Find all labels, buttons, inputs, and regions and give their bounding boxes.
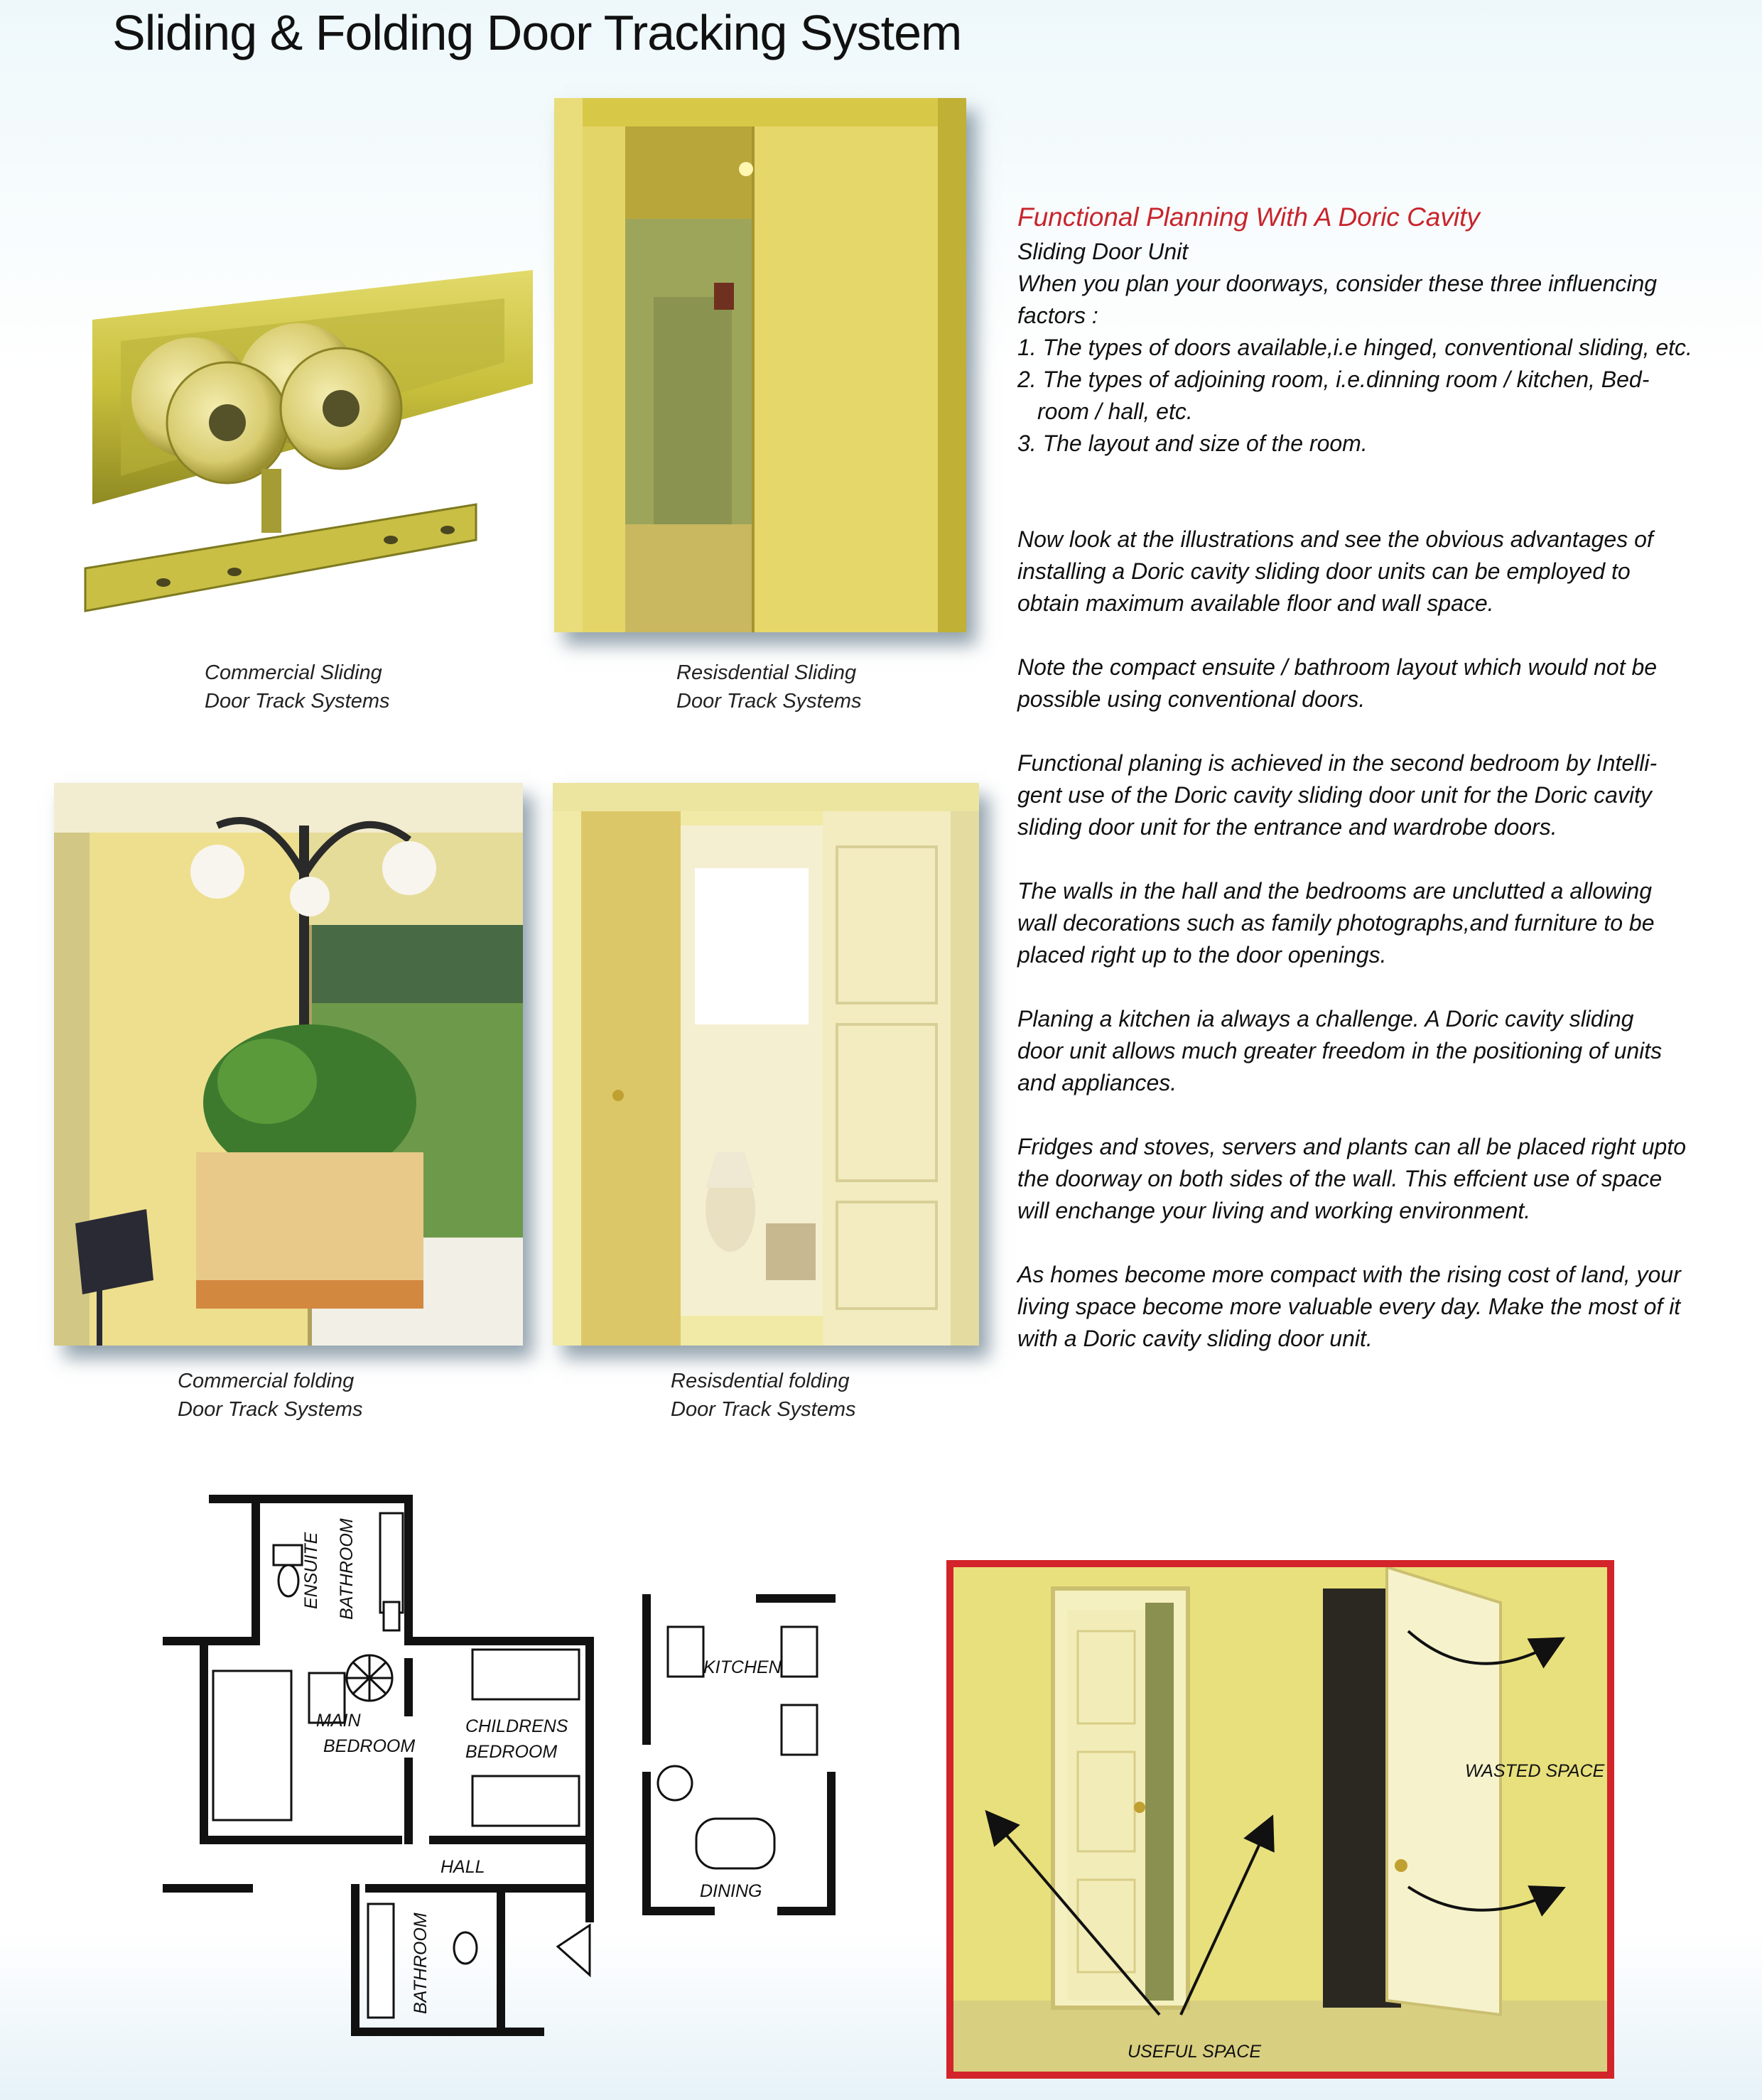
door-comparison-photo [946, 1560, 1614, 2079]
description-text [1017, 199, 1728, 1355]
intro-line: When you plan your doorways, consider these three influencing [1017, 271, 1658, 296]
commercial-folding-door-photo [54, 783, 523, 1346]
section-heading: Functional Planning With A Doric Cavity [1017, 202, 1480, 232]
label-main-bedroom-1: MAIN [316, 1711, 361, 1731]
page-title: Sliding & Folding Door Tracking System [112, 5, 962, 60]
caption-commercial-folding: Commercial folding Door Track Systems [178, 1370, 363, 1421]
residential-sliding-door-photo [554, 98, 966, 632]
paragraph-line: Now look at the illustrations and see the obvious advantages of [1017, 526, 1653, 552]
label-childrens-bedroom-2: BEDROOM [465, 1742, 558, 1762]
factor-item: 2. The types of adjoining room, i.e.dinning room / kitchen, Bed- [1017, 367, 1650, 392]
paragraph-line: living space become more valuable every day. Make the most of it [1017, 1294, 1681, 1319]
label-hall: HALL [440, 1857, 485, 1877]
paragraph-line: wall decorations such as family photographs,and furniture to be [1017, 910, 1655, 936]
factor-item: 3. The layout and size of the room. [1017, 431, 1368, 456]
caption-residential-folding: Resisdential folding Door Track Systems [671, 1370, 856, 1421]
paragraph-line: The walls in the hall and the bedrooms are unclutted a allowing [1017, 878, 1652, 904]
label-bathroom-bottom: BATHROOM [411, 1912, 431, 2014]
factor-item: 1. The types of doors available,i.e hinged, conventional sliding, etc. [1017, 335, 1692, 360]
paragraph-line: installing a Doric cavity sliding door units can be employed to [1017, 558, 1631, 584]
paragraph-line: possible using conventional doors. [1017, 686, 1366, 712]
section-subheading: Sliding Door Unit [1017, 239, 1189, 264]
paragraph-line: Note the compact ensuite / bathroom layout which would not be [1017, 654, 1658, 680]
useful-space-label: USEFUL SPACE [1128, 2042, 1262, 2062]
commercial-sliding-track-photo [78, 270, 533, 639]
label-kitchen: KITCHEN [703, 1657, 782, 1677]
paragraph-line: Functional planing is achieved in the second bedroom by Intelli- [1017, 750, 1658, 776]
paragraph-line: with a Doric cavity sliding door unit. [1017, 1326, 1373, 1351]
paragraph-line: and appliances. [1017, 1070, 1177, 1095]
intro-line: factors : [1017, 303, 1098, 328]
label-ensuite: ENSUITE [301, 1532, 321, 1609]
residential-folding-door-photo [553, 783, 979, 1346]
label-childrens-bedroom-1: CHILDRENS [465, 1716, 568, 1736]
paragraph-line: sliding door unit for the entrance and wardrobe doors. [1017, 814, 1557, 840]
paragraph-line: will enchange your living and working environment. [1017, 1198, 1531, 1223]
paragraph-line: Fridges and stoves, servers and plants can all be placed right upto [1017, 1134, 1686, 1159]
label-main-bedroom-2: BEDROOM [323, 1736, 416, 1756]
paragraph-line: Planing a kitchen ia always a challenge. A Doric cavity sliding [1017, 1006, 1634, 1032]
caption-commercial-sliding: Commercial Sliding Door Track Systems [205, 661, 390, 713]
wasted-space-label: WASTED SPACE [1465, 1761, 1605, 1781]
paragraph-line: door unit allows much greater freedom in the positioning of units [1017, 1038, 1663, 1063]
paragraph-line: gent use of the Doric cavity sliding door unit for the Doric cavity [1017, 782, 1652, 808]
floor-plan [156, 1485, 867, 2046]
factor-item: room / hall, etc. [1037, 399, 1193, 424]
caption-residential-sliding: Resisdential Sliding Door Track Systems [676, 661, 862, 713]
paragraph-line: the doorway on both sides of the wall. This effcient use of space [1017, 1166, 1663, 1191]
label-bathroom-top: BATHROOM [337, 1518, 357, 1620]
paragraph-line: obtain maximum available floor and wall space. [1017, 590, 1494, 616]
paragraph-line: placed right up to the door openings. [1017, 942, 1387, 968]
label-dining: DINING [700, 1881, 762, 1901]
paragraph-line: As homes become more compact with the rising cost of land, your [1017, 1262, 1681, 1287]
